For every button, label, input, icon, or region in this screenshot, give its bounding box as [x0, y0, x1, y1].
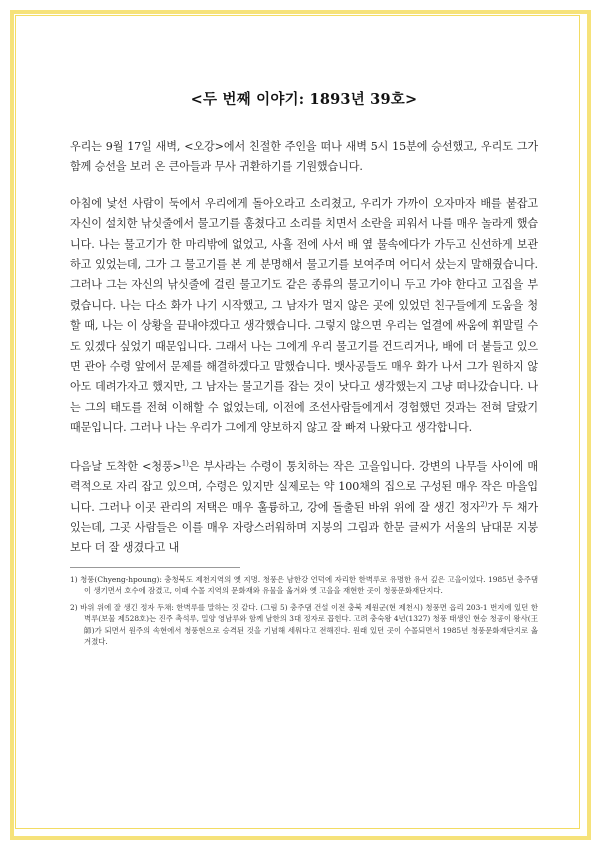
footnote-ref-1[interactable]: 1) — [181, 459, 189, 467]
paragraph-3-part-2: 은 부사라는 수령이 통치하는 작은 고을입니다. 강변의 나무들 사이에 매력적으로 자리 잡고 있으며, 수령은 있지만 실제로는 약 100채의 집으로 구성된 매우 작은 마을입니다. 그러나 이곳 관리의 저택은 매우 훌륭하고, 강에 돌출된 바위 위에 잘 생긴 정자 — [70, 459, 538, 514]
document-page — [70, 88, 538, 653]
paragraph-2: 아침에 낯선 사람이 둑에서 우리에게 돌아오라고 소리쳤고, 우리가 가까이 오자마자 배를 붙잡고 자신이 설치한 낚싯줄에서 물고기를 훔쳤다고 소리를 치면서 소란을 피워서 나를 매우 놀라게 했습니다. 나는 물고기가 한 마리밖에 없었고, 사흘 전에 사서 배 옆 물속에다가 가두고 신선하게 보관하고 있었는데, 그가 그 물고기를 본 게 분명해서 물고기를 보여주며 어디서 샀는지 말해줬습니다. 그러나 그는 자신의 낚싯줄에 걸린 물고기도 같은 종류의 물고기이니 두고 가야 한다고 고집을 부렸습니다. 나는 다소 화가 나기 시작했고, 그 남자가 멀지 않은 곳에 있었던 친구들에게 도움을 청할 때, 나는 이 상황을 끝내야겠다고 생각했습니다. 그렇지 않으면 우리는 얼결에 싸움에 휘말릴 수도 있겠다 싶었기 때문입니다. 그래서 나는 그에게 우리 물고기를 건드리거나, 배에 더 붙들고 있으면 관아 수령 앞에서 문제를 해결하겠다고 말했습니다. 뱃사공들도 매우 화가 나서 그가 원하지 않아도 데려가자고 했지만, 그 남자는 물고기를 잡는 것이 낫다고 생각했는지 그냥 떠나갔습니다. 나는 그의 태도를 전혀 이해할 수 없었는데, 이전에 조선사람들에게서 경험했던 것과는 전혀 달랐기 때문입니다. 그러나 나는 우리가 그에게 양보하지 않고 잘 빠져 나왔다고 생각합니다. — [70, 196, 538, 435]
footnote-2: 2) 바위 위에 잘 생긴 정자 두채: 한벽루를 말하는 것 같다. (그림 5) 충주댐 건설 이전 충북 제원군(현 제천시) 청풍면 읍리 203-1 번지에 있던 한벽루(보물 제528호)는 진주 촉석루, 밀양 영남루와 함께 남한의 3대 정자로 꼽힌다. 고려 충숙왕 4년(1327) 청풍 태생인 현승 청공이 왕사(王師)가 되면서 원주의 속현에서 청풍현으로 승격된 것을 기념해 세워다고 전해진다. 원래 있던 곳이 수몰되면서 1985년 청풍문화재단지로 옮겨졌다. — [70, 602, 538, 647]
document-title: <두 번째 이야기: 1893년 39호> — [190, 91, 418, 108]
footnote-divider — [70, 567, 240, 568]
paragraph-3 — [70, 457, 538, 559]
paragraph-3-part-1: 다음날 도착한 <청풍> — [70, 459, 182, 473]
paragraph-1: 우리는 9월 17일 새벽, <오강>에서 친절한 주인을 떠나 새벽 5시 15분에 승선했고, 우리도 그가 함께 승선을 보러 온 큰아들과 무사 귀환하기를 기원했습니다. — [70, 140, 538, 174]
paragraph-3-part-3: 가 두 채가 있는데, 그곳 사람들은 이를 매우 자랑스러워하며 지붕의 그림과 한문 글씨가 서울의 남대문 지붕보다 더 잘 생겼다고 내 — [70, 500, 539, 555]
footnote-ref-2[interactable]: 2) — [480, 499, 488, 508]
footnote-1: 1) 청풍(Chyeng-hpoung): 충청북도 제천지역의 옛 지명. 청풍은 남한강 언덕에 자리한 한벽루로 유명한 유서 깊은 고을이었다. 1985년 충주댐이 생기면서 호수에 잠겼고, 이때 수몰 지역의 문화재와 유물을 옮겨와 옛 고을을 재현한 곳이 청풍문화재단지다. — [70, 574, 538, 596]
